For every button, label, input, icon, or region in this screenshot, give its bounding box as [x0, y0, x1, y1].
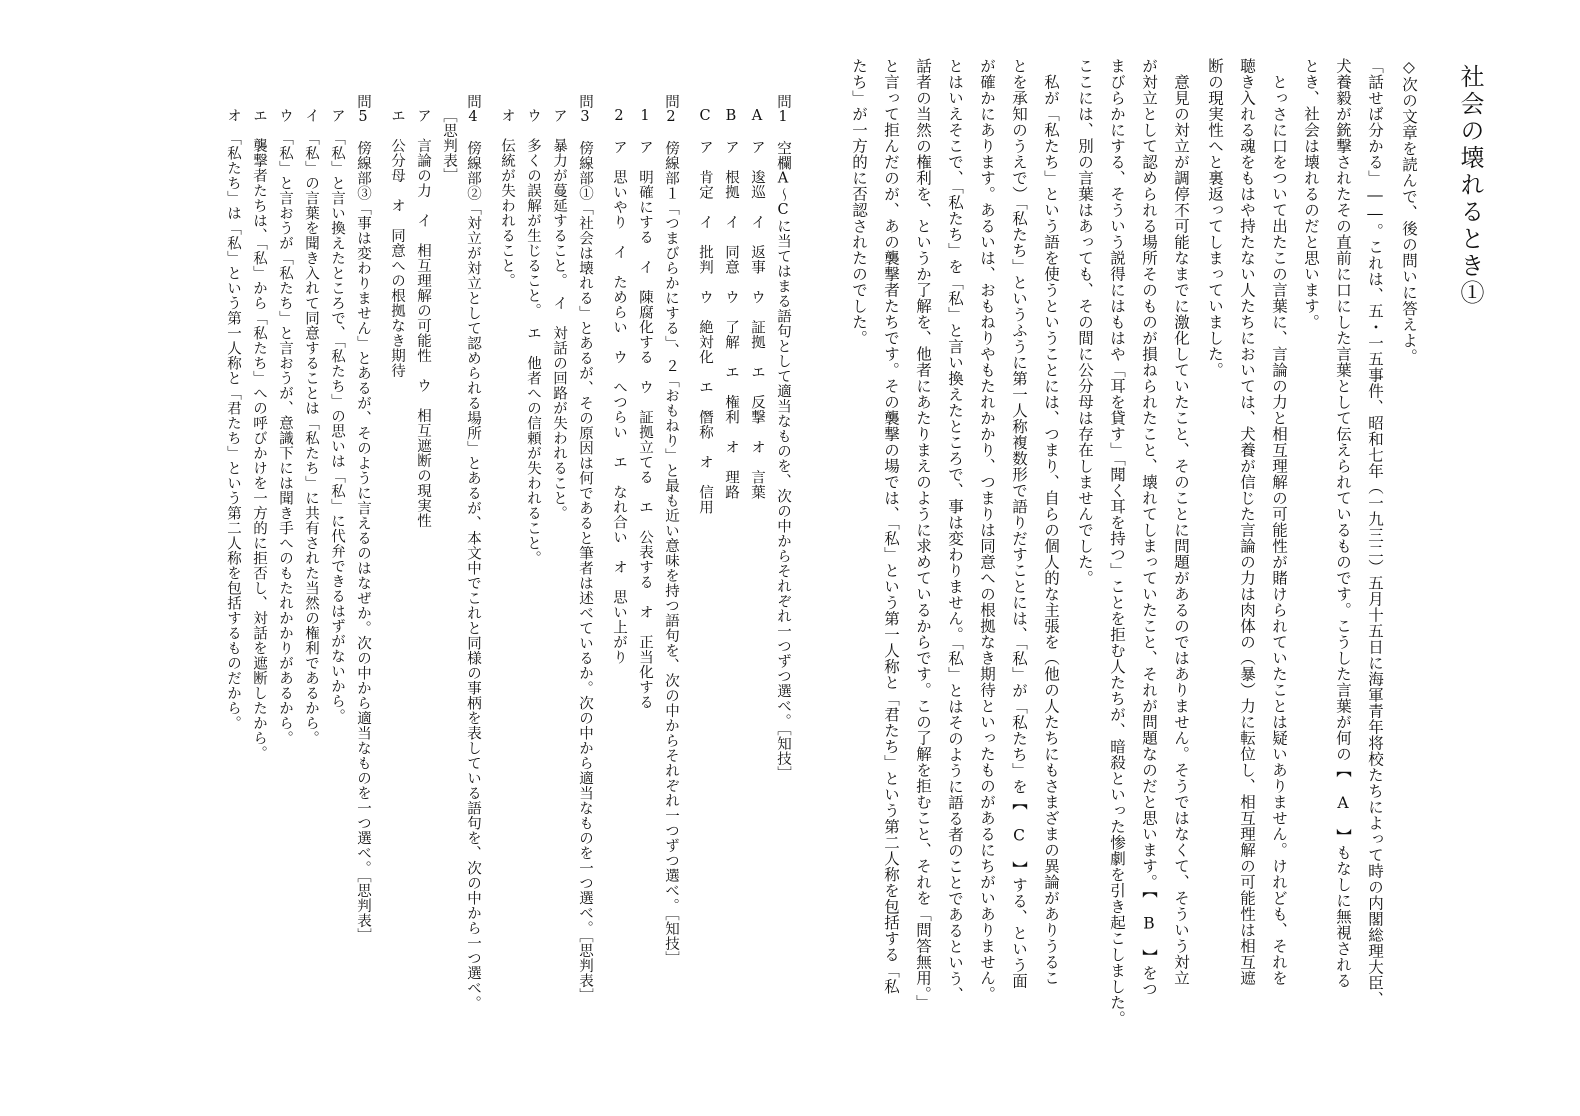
- choice-5c: ウ 「私」と言おうが「私たち」と言おうが、意識下には聞き手へのもたれかかりがあるから。: [277, 108, 293, 746]
- question-5: 問5 傍線部③「事は変わりません」とあるが、そのように言えるのはなぜか。次の中から適当なものを一つ選べ。［思判表］: [355, 94, 371, 944]
- passage-line: 私が「私たち」という語を使うということには、つまり、自らの個人的な主張を（他の人たちにもさまざまの異論がありうるこ: [1042, 58, 1060, 986]
- passage-line: とっさに口をついて出たこの言葉に、言論の力と相互理解の可能性が賭けられていたことは疑いありません。けれども、それを: [1270, 58, 1288, 986]
- choice-5e: オ 「私たち」は「私」という第一人称と「君たち」という第二人称を包括するものだから。: [225, 108, 241, 731]
- choice-5a: ア 「私」と言い換えたところで、「私たち」の思いは「私」に代弁できるはずがないから。: [329, 108, 345, 724]
- passage-line: と言って拒んだのが、あの襲撃者たちです。その襲撃の場では、「私」という第一人称と「君たち」という第二人称を包括する「私: [882, 58, 900, 995]
- instruction: ◇次の文章を読んで、後の問いに答えよ。: [1400, 58, 1418, 365]
- passage-line: 「話せば分かる」――。これは、五・一五事件、昭和七年（一九三二）五月十五日に海軍青年将校たちによって時の内閣総理大臣、: [1366, 58, 1384, 1007]
- choice-row-4b: エ 公分母 オ 同意への根拠なき期待: [389, 108, 405, 378]
- passage-line: とを承知のうえで）「私たち」というふうに第一人称複数形で語りだすことには、「私」が「私たち」を【 C 】する、という面: [1010, 58, 1028, 989]
- question-2: 問2 傍線部１「つまびらかにする」、２「おもねり」と最も近い意味を持つ語句を、次の中からそれぞれ一つずつ選べ。［知技］: [663, 94, 679, 966]
- choice-row-1c: C ア 肯定 イ 批判 ウ 絶対化 エ 僭称 オ 信用: [697, 108, 713, 515]
- choice-5b: イ 「私」の言葉を聞き入れて同意することは「私たち」に共有された当然の権利であるから。: [303, 108, 319, 746]
- choice-row-2a: 1 ア 明確にする イ 陳腐化する ウ 証拠立てる エ 公表する オ 正当化する: [637, 108, 653, 710]
- passage-line: が確かにあります。あるいは、おもねりやもたれかかり、つまりは同意への根拠なき期待といったものがあるにちがいありません。: [978, 58, 996, 1002]
- passage-line: 話者の当然の権利を、というか了解を、他者にあたりまえのように求めているからです。この了解を拒むこと、それを「問答無用。」: [914, 58, 932, 1011]
- passage-line: 意見の対立が調停不可能なまでに激化していたこと、そのことに問題があるのではありません。そうではなくて、そういう対立: [1172, 58, 1190, 986]
- passage-line: まびらかにする、そういう説得にはもはや「耳を貸す」「聞く耳を持つ」ことを拒む人たちが、暗殺といった惨劇を引き起こしました。: [1108, 58, 1126, 1027]
- passage-line: 犬養毅が銃撃されたその直前に口にした言葉として伝えられているものです。こうした言葉が何の【 A 】もなしに無視される: [1334, 58, 1352, 989]
- choice-row-2b: 2 ア 思いやり イ ためらい ウ へつらい エ なれ合い オ 思い上がり: [611, 108, 627, 665]
- choice-row-3b: ウ 多くの誤解が生じること。 エ 他者への信頼が失われること。: [525, 108, 541, 566]
- choice-row-4a: ア 言論の力 イ 相互理解の可能性 ウ 相互遮断の現実性: [415, 108, 431, 528]
- choice-row-3a: ア 暴力が蔓延すること。 イ 対話の回路が失われること。: [551, 108, 567, 521]
- passage-line: 断の現実性へと裏返ってしまっていました。: [1206, 58, 1224, 378]
- page-title: 社会の壊れるとき①: [1456, 64, 1484, 307]
- passage-line: たち」が一方的に否認されたのでした。: [850, 58, 868, 346]
- choice-row-3c: オ 伝統が失われること。: [499, 108, 515, 288]
- question-1: 問1 空欄A～Cに当てはまる語句として適当なものを、次の中からそれぞれ一つずつ選べ。［知技］: [775, 94, 791, 782]
- choice-row-1a: A ア 逡巡 イ 返事 ウ 証拠 エ 反撃 オ 言葉: [749, 108, 765, 500]
- passage-line: ここには、別の言葉はあっても、その間に公分母は存在しませんでした。: [1076, 58, 1094, 586]
- question-3: 問3 傍線部①「社会は壊れる」とあるが、その原因は何であると筆者は述べているか。次の中から適当なものを一つ選べ。［思判表］: [577, 94, 593, 1004]
- passage-line: が対立として認められる場所そのものが損ねられたこと、壊れてしまっていたこと、それが問題なのだと思います。【 B 】をつ: [1140, 58, 1158, 997]
- passage-line: とき、社会は壊れるのだと思います。: [1302, 58, 1320, 330]
- question-4: 問4 傍線部②「対立が対立として認められる場所」とあるが、本文中でこれと同様の事柄を表している語句を、次の中から一つ選べ。: [465, 94, 481, 1011]
- passage-line: 聴き入れる魂をもはや持たない人たちにおいては、犬養が信じた言論の力は肉体の（暴）力に転位し、相互理解の可能性は相互遮: [1238, 58, 1256, 986]
- question-4-tag: ［思判表］: [441, 108, 457, 183]
- choice-row-1b: B ア 根拠 イ 同意 ウ 了解 エ 権利 オ 理路: [723, 108, 739, 500]
- choice-5d: エ 襲撃者たちは、「私」から「私たち」への呼びかけを一方的に拒否し、対話を遮断したから。: [251, 108, 267, 761]
- passage-line: とはいえそこで、「私たち」を「私」と言い換えたところで、事は変わりません。「私」とはそのように語る者のことであるという、: [946, 58, 964, 1003]
